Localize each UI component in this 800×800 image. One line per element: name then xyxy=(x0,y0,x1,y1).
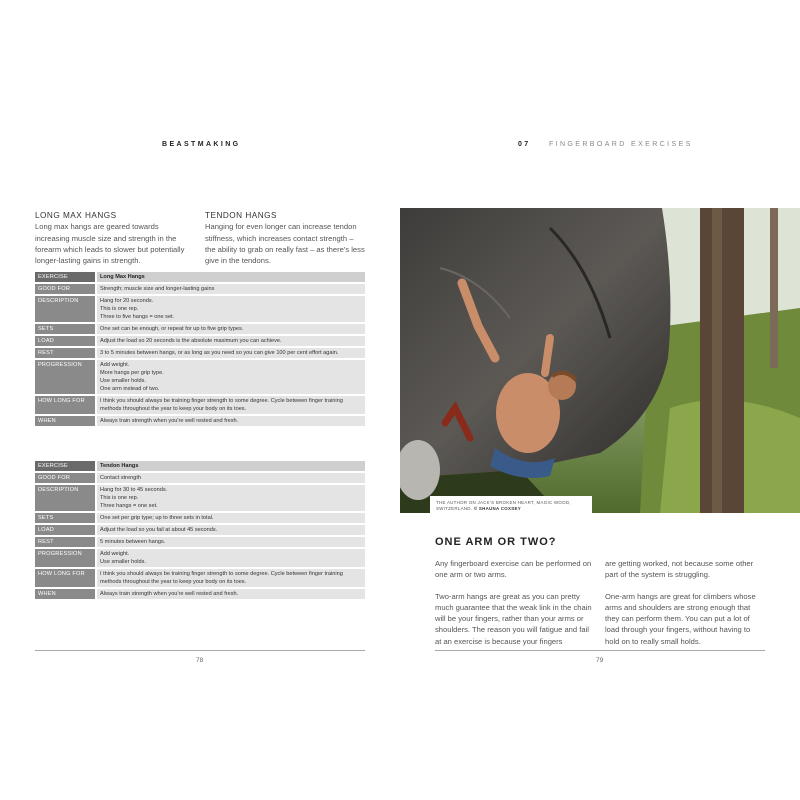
table-row xyxy=(35,461,365,471)
row-value: Hang for 30 to 45 seconds. This is one rep. Three hangs = one set. xyxy=(95,485,365,511)
row-value: One set can be enough, or repeat for up to five grip types. xyxy=(95,324,365,334)
running-head-right xyxy=(518,141,693,148)
row-value: Add weight. Use smaller holds. xyxy=(95,549,365,567)
table-row xyxy=(35,569,365,587)
row-value: Tendon Hangs xyxy=(95,461,365,471)
intro-tendon-hangs xyxy=(205,210,365,266)
row-label: REST xyxy=(35,537,95,547)
section-title: ONE ARM OR TWO? xyxy=(435,536,557,548)
row-value: Hang for 20 seconds. This is one rep. Three to five hangs = one set. xyxy=(95,296,365,322)
row-label: EXERCISE xyxy=(35,461,95,471)
table-row xyxy=(35,336,365,346)
table-row xyxy=(35,396,365,414)
table-row xyxy=(35,537,365,547)
paragraph: One-arm hangs are great for climbers whose arms and shoulders are strong enough that they can perform them. You can put a lot of load through your fingers, without having to hold on to really small holds. xyxy=(605,591,756,646)
chapter-title: FINGERBOARD EXERCISES xyxy=(548,141,693,148)
tendon-hangs-table xyxy=(35,459,365,601)
row-value: 3 to 5 minutes between hangs, or as long as you need so you can give 100 per cent effort again. xyxy=(95,348,365,358)
row-label: SETS xyxy=(35,324,95,334)
table-row xyxy=(35,348,365,358)
row-label: HOW LONG FOR xyxy=(35,569,95,587)
intro-heading: TENDON HANGS xyxy=(205,211,277,220)
footer-rule-right xyxy=(435,650,765,651)
photo-credit: © SHAUNA COXSEY xyxy=(473,505,521,511)
row-label: EXERCISE xyxy=(35,272,95,282)
row-label: LOAD xyxy=(35,336,95,346)
row-value: Contact strength xyxy=(95,473,365,483)
row-label: SETS xyxy=(35,513,95,523)
row-label: LOAD xyxy=(35,525,95,535)
intro-heading: LONG MAX HANGS xyxy=(35,211,117,220)
row-label: WHEN xyxy=(35,589,95,599)
row-value: Strength; muscle size and longer-lasting gains xyxy=(95,284,365,294)
row-value: I think you should always be training finger strength to some degree. Cycle between finger training methods throughout the year to keep your body on its toes. xyxy=(95,396,365,414)
body-column-right xyxy=(605,558,765,657)
climbing-photo xyxy=(400,208,800,513)
page-number-left: 78 xyxy=(196,657,204,664)
row-value: Adjust the load so 20 seconds is the absolute maximum you can achieve. xyxy=(95,336,365,346)
row-value: One set per grip type; up to three sets in total. xyxy=(95,513,365,523)
row-value: Always train strength when you're well rested and fresh. xyxy=(95,589,365,599)
table-row xyxy=(35,360,365,394)
table-row xyxy=(35,473,365,483)
running-head-left: BEASTMAKING xyxy=(162,141,241,148)
chapter-number: 07 xyxy=(518,141,531,148)
table-row xyxy=(35,416,365,426)
row-value: Add weight. More hangs per grip type. Use smaller holds. One arm instead of two. xyxy=(95,360,365,394)
row-label: REST xyxy=(35,348,95,358)
page-number-right: 79 xyxy=(596,657,604,664)
table-row xyxy=(35,513,365,523)
long-max-hangs-table xyxy=(35,270,365,428)
row-label: GOOD FOR xyxy=(35,473,95,483)
body-column-left xyxy=(435,558,595,657)
paragraph: Two-arm hangs are great as you can pretty much guarantee that the weak link in the chain will be your fingers, rather than your arms or shoulders. The reason you will fatigue and fail at an exercise is because your fingers xyxy=(435,591,592,646)
footer-rule-left xyxy=(35,650,365,651)
intro-text: Hanging for even longer can increase tendon stiffness, which increases contact strength – the ability to grab on really fast – as there's less give in the tendons. xyxy=(205,222,365,266)
row-value: 5 minutes between hangs. xyxy=(95,537,365,547)
paragraph: are getting worked, not because some other part of the system is struggling. xyxy=(605,559,754,580)
photo-illustration xyxy=(400,208,800,513)
table-row xyxy=(35,324,365,334)
row-value: Long Max Hangs xyxy=(95,272,365,282)
table-row xyxy=(35,284,365,294)
row-label: HOW LONG FOR xyxy=(35,396,95,414)
photo-caption xyxy=(436,500,588,511)
table-row xyxy=(35,589,365,599)
table-row xyxy=(35,525,365,535)
row-value: Always train strength when you're well rested and fresh. xyxy=(95,416,365,426)
paragraph: Any fingerboard exercise can be performed on one arm or two arms. xyxy=(435,559,592,580)
row-value: I think you should always be training finger strength to some degree. Cycle between finger training methods throughout the year to keep your body on its toes. xyxy=(95,569,365,587)
row-label: DESCRIPTION xyxy=(35,296,95,322)
table-row xyxy=(35,296,365,322)
intro-long-max-hangs xyxy=(35,210,195,266)
caption-text: THE AUTHOR ON JACK'S BROKEN HEART, MAGIC WOOD, SWITZERLAND. xyxy=(436,500,571,511)
row-label: PROGRESSION xyxy=(35,549,95,567)
row-label: DESCRIPTION xyxy=(35,485,95,511)
intro-text: Long max hangs are geared towards increasing muscle size and strength in the forearm which leads to slower but potentially longer-lasting gains in strength. xyxy=(35,222,185,266)
row-label: PROGRESSION xyxy=(35,360,95,394)
row-label: GOOD FOR xyxy=(35,284,95,294)
table-row xyxy=(35,485,365,511)
table-row xyxy=(35,549,365,567)
row-label: WHEN xyxy=(35,416,95,426)
row-value: Adjust the load so you fail at about 45 seconds. xyxy=(95,525,365,535)
table-row xyxy=(35,272,365,282)
